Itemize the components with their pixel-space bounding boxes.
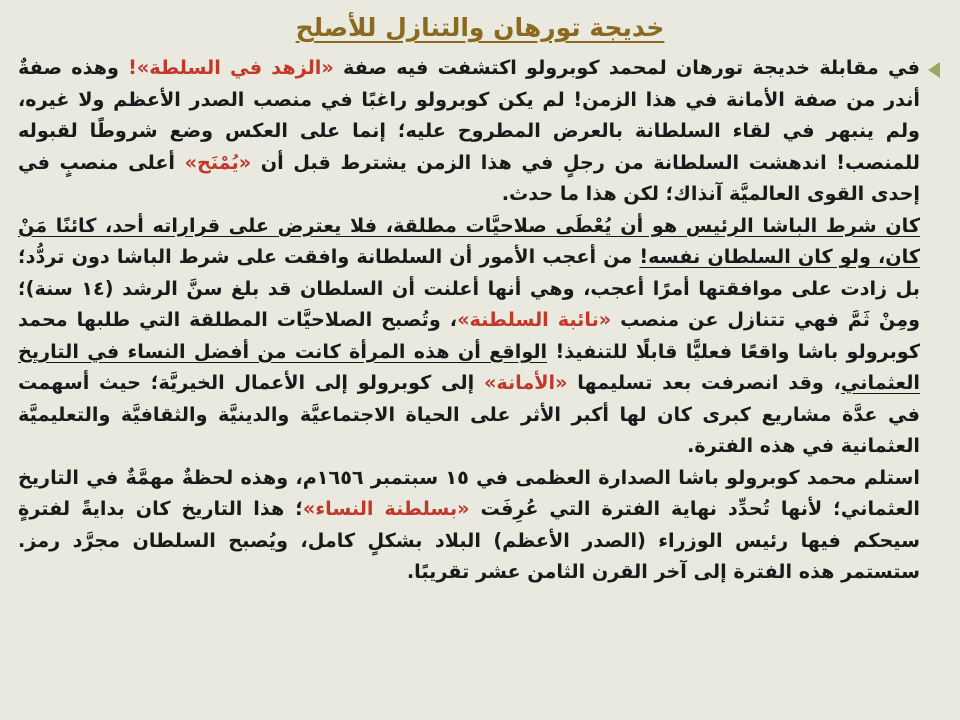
document-body xyxy=(14,52,946,588)
text-segment: من أعجب الأمور أن السلطانة وافقت على شرط الباشا دون تردُّد؛ بل زادت على موافقتها أمرًا أعجب، وهي أنها أعلنت أن السلطان قد بلغ سنَّ الرشد (١٤ سنة)؛ ومِنْ ثَمَّ فهي تتنازل عن منصب xyxy=(18,245,920,331)
triangle-bullet-icon xyxy=(928,62,940,78)
text-segment: ؛ هذا التاريخ كان بدايةً لفترةٍ سيحكم فيها رئيس الوزراء (الصدر الأعظم) البلاد بشكلٍ كامل، ويُصبح السلطان مجرَّد رمز. ستستمر هذه الفترة إلى آخر القرن الثامن عشر تقريبًا. xyxy=(18,497,920,583)
text-segment: وهذه صفةٌ أندر من صفة الأمانة في هذا الزمن! لم يكن كوبرولو راغبًا في منصب الصدر الأعظم ولا غيره، ولم ينبهر في لقاء السلطانة بالعرض المطروح عليه؛ إنما على العكس وضع شروطًا لقبوله للمنصب! اندهشت السلطانة من رجلٍ في هذا الزمن يشترط قبل أن xyxy=(18,56,920,174)
page-title: خديجة تورهان والتنازل للأصلح xyxy=(295,13,665,42)
underlined-sentence: الواقع أن هذه المرأة كانت من أفضل النساء في التاريخ العثماني xyxy=(18,339,921,394)
text-segment: ، وتُصبح الصلاحيَّات المطلقة التي طلبها محمد كوبرولو باشا واقعًا فعليًّا قابلًا للتنفيذ! xyxy=(18,308,920,363)
highlighted-phrase: «يُمْنَح» xyxy=(184,150,252,174)
paragraph xyxy=(18,462,920,588)
text-segment: إلى كوبرولو إلى الأعمال الخيريَّة؛ حيث أسهمت في عدَّة مشاريع كبرى كان لها أكبر الأثر على الحياة الاجتماعيَّة والدينيَّة والثقافيَّة والتعليميَّة العثمانية في هذه الفترة. xyxy=(18,371,920,457)
highlighted-phrase: «بسلطنة النساء» xyxy=(302,497,470,520)
underlined-sentence: كان شرط الباشا الرئيس هو أن يُعْطَى صلاحيَّات مطلقة، فلا يعترض على قراراته أحد، كائنًا مَنْ كان، ولو كان السلطان نفسه! xyxy=(18,213,920,268)
text-segment: استلم محمد كوبرولو باشا الصدارة العظمى في ١٥ سبتمبر ١٦٥٦م، وهذه لحظةٌ مهمَّةٌ في التاريخ العثماني؛ لأنها تُحدِّد نهاية الفترة التي عُرِفَت xyxy=(18,465,920,520)
text-segment: أعلى منصبٍ في إحدى القوى العالميَّة آنذاك؛ لكن هذا ما حدث. xyxy=(18,150,920,205)
text-segment: ، وقد انصرفت بعد تسليمها xyxy=(567,371,841,394)
highlighted-phrase: «الزهد في السلطة»! xyxy=(128,56,334,79)
text-segment: في مقابلة خديجة تورهان لمحمد كوبرولو اكتشفت فيه صفة xyxy=(333,56,920,79)
paragraph xyxy=(18,52,920,210)
paragraph xyxy=(18,210,920,462)
highlighted-phrase: «الأمانة» xyxy=(483,371,568,394)
highlighted-phrase: «نائبة السلطنة» xyxy=(457,308,612,331)
